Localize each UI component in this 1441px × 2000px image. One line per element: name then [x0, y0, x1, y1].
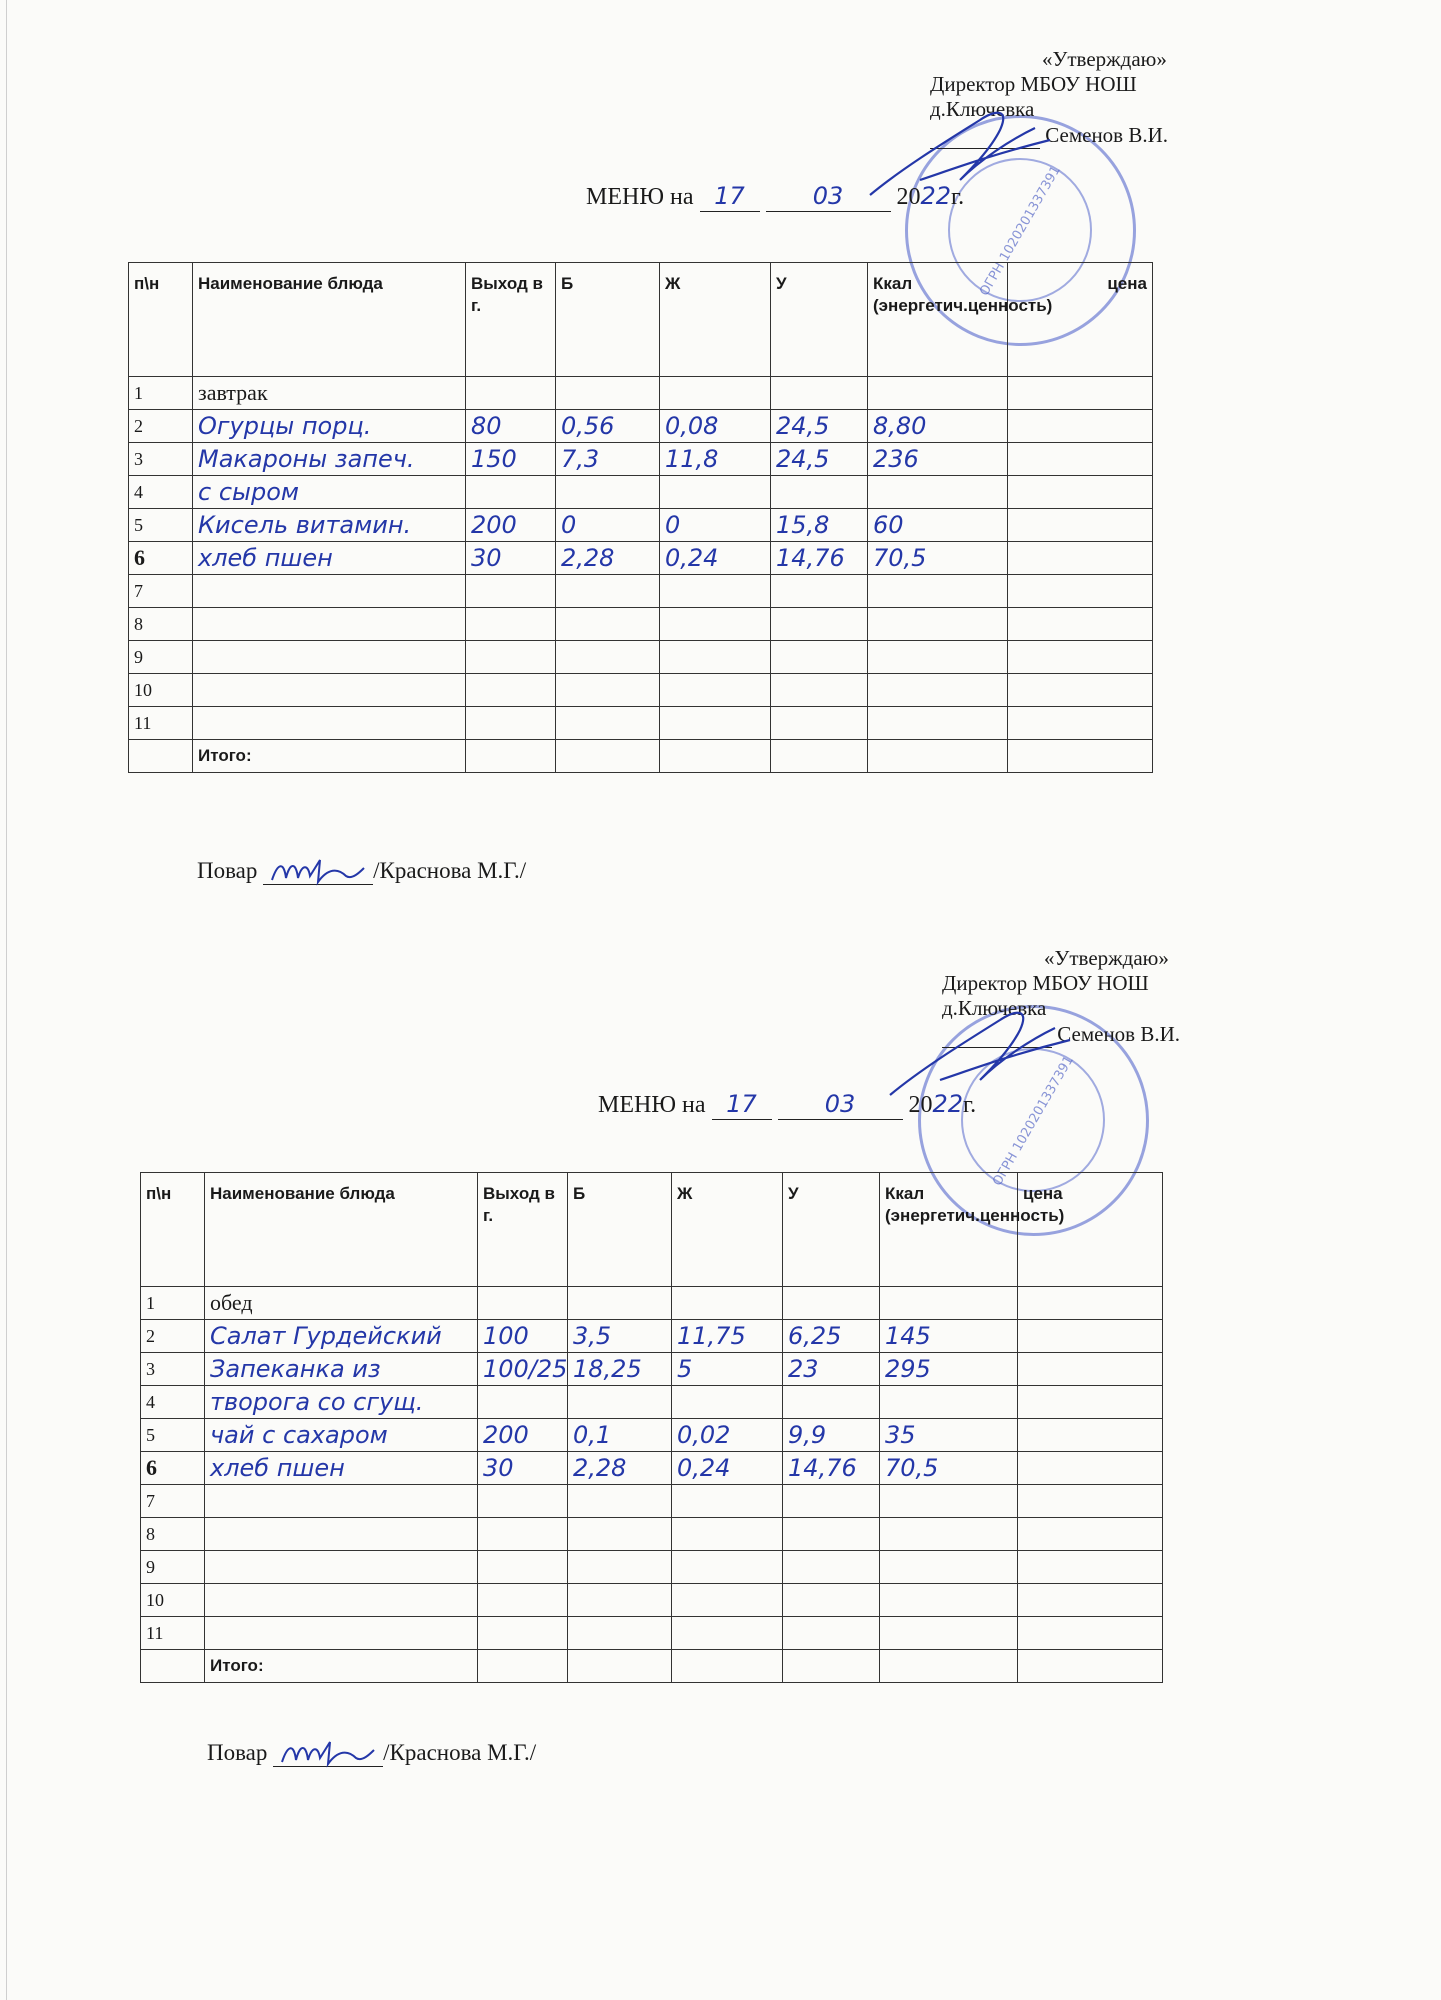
menu-year-end: г. [963, 1092, 977, 1118]
dish-name [205, 1551, 478, 1584]
menu-month-field [778, 1090, 903, 1120]
yield-value [478, 1551, 568, 1584]
price-value [1018, 1518, 1163, 1551]
price-value [1018, 1353, 1163, 1386]
approve-label: «Утверждаю» [1044, 946, 1169, 970]
cook-signature-field [273, 1740, 383, 1767]
price-value [1018, 1386, 1163, 1419]
protein-value [568, 1584, 672, 1617]
yield-value: 30 [478, 1452, 568, 1485]
approve-label: «Утверждаю» [1042, 47, 1167, 71]
header-dish-name: Наименование блюда [205, 1173, 478, 1287]
protein-value: 2,28 [568, 1452, 672, 1485]
fat-value [672, 1518, 783, 1551]
fat-value: 0,02 [672, 1419, 783, 1452]
kcal-value: 145 [880, 1320, 1018, 1353]
total-cell [1018, 1650, 1163, 1683]
meal-category: завтрак [193, 377, 466, 410]
menu-day-field [712, 1090, 772, 1120]
table-row [141, 1551, 1163, 1584]
protein-value [568, 1518, 672, 1551]
cook-signature-line-2 [207, 1740, 536, 1767]
protein-value [568, 1287, 672, 1320]
row-number: 5 [129, 509, 193, 542]
row-number: 4 [129, 476, 193, 509]
dish-name [205, 1617, 478, 1650]
table-row [141, 1287, 1163, 1320]
kcal-value: 60 [868, 509, 1008, 542]
carbs-value: 15,8 [771, 509, 868, 542]
cook-name: /Краснова М.Г./ [373, 858, 527, 883]
kcal-value [880, 1584, 1018, 1617]
carbs-value: 14,76 [771, 542, 868, 575]
yield-value: 100 [478, 1320, 568, 1353]
fat-value: 0,24 [660, 542, 771, 575]
row-number: 11 [129, 707, 193, 740]
fat-value: 0 [660, 509, 771, 542]
fat-value: 5 [672, 1353, 783, 1386]
protein-value: 0,1 [568, 1419, 672, 1452]
protein-value [568, 1386, 672, 1419]
yield-value: 200 [466, 509, 556, 542]
total-row [141, 1650, 1163, 1683]
menu-title-2 [598, 1090, 976, 1120]
fat-value [672, 1287, 783, 1320]
yield-value [478, 1287, 568, 1320]
kcal-value: 8,80 [868, 410, 1008, 443]
row-number: 8 [141, 1518, 205, 1551]
row-number: 5 [141, 1419, 205, 1452]
protein-value: 3,5 [568, 1320, 672, 1353]
carbs-value: 24,5 [771, 443, 868, 476]
dish-name [205, 1584, 478, 1617]
yield-value [478, 1386, 568, 1419]
carbs-value: 23 [783, 1353, 880, 1386]
menu-year-prefix: 20 [896, 184, 921, 210]
row-number: 9 [129, 641, 193, 674]
protein-value: 7,3 [556, 443, 660, 476]
price-value [1018, 1584, 1163, 1617]
menu-title-prefix: МЕНЮ на [598, 1092, 706, 1118]
table-row [141, 1518, 1163, 1551]
total-cell [141, 1650, 205, 1683]
total-label: Итого: [205, 1650, 478, 1683]
dish-name: Огурцы порц. [193, 410, 466, 443]
menu-table-body-2 [141, 1173, 1163, 1683]
carbs-value: 9,9 [783, 1419, 880, 1452]
dish-name: хлеб пшен [205, 1452, 478, 1485]
dish-name [205, 1518, 478, 1551]
kcal-value [880, 1551, 1018, 1584]
price-value [1018, 1287, 1163, 1320]
table-row [141, 1584, 1163, 1617]
price-value [1018, 1485, 1163, 1518]
row-number: 6 [141, 1452, 205, 1485]
yield-value: 80 [466, 410, 556, 443]
row-number: 3 [129, 443, 193, 476]
header-price: цена [1018, 1173, 1163, 1287]
stamp-ogrn: ОГРН 1020201337391 [977, 162, 1064, 299]
menu-table-2 [140, 1172, 1163, 1683]
kcal-value: 35 [880, 1419, 1018, 1452]
total-cell [672, 1650, 783, 1683]
dish-name: Кисель витамин. [193, 509, 466, 542]
carbs-value [783, 1551, 880, 1584]
dish-name: Запеканка из [205, 1353, 478, 1386]
carbs-value [783, 1617, 880, 1650]
yield-value: 30 [466, 542, 556, 575]
table-row [141, 1320, 1163, 1353]
kcal-value: 236 [868, 443, 1008, 476]
row-number: 7 [129, 575, 193, 608]
header-num: п\н [141, 1173, 205, 1287]
meal-category: обед [205, 1287, 478, 1320]
dish-name: чай с сахаром [205, 1419, 478, 1452]
price-value [1018, 1320, 1163, 1353]
kcal-value: 70,5 [868, 542, 1008, 575]
kcal-value [880, 1518, 1018, 1551]
total-cell [783, 1650, 880, 1683]
carbs-value [783, 1485, 880, 1518]
kcal-value [880, 1617, 1018, 1650]
table-row [141, 1419, 1163, 1452]
menu-year-suffix: 22 [920, 182, 952, 210]
total-cell [478, 1650, 568, 1683]
header-num: п\н [129, 263, 193, 377]
row-number: 1 [141, 1287, 205, 1320]
cook-label: Повар [207, 1740, 268, 1765]
menu-title-prefix: МЕНЮ на [586, 184, 694, 210]
fat-value [672, 1386, 783, 1419]
school-place: д.Ключевка [942, 996, 1047, 1020]
fat-value: 0,24 [672, 1452, 783, 1485]
yield-value [478, 1584, 568, 1617]
protein-value: 18,25 [568, 1353, 672, 1386]
total-cell [568, 1650, 672, 1683]
row-number: 9 [141, 1551, 205, 1584]
price-value [1018, 1452, 1163, 1485]
menu-day-value: 17 [726, 1090, 757, 1118]
row-number: 4 [141, 1386, 205, 1419]
fat-value: 0,08 [660, 410, 771, 443]
menu-year-suffix: 22 [932, 1090, 964, 1118]
table-row [141, 1353, 1163, 1386]
yield-value: 150 [466, 443, 556, 476]
row-number: 6 [129, 542, 193, 575]
row-number: 11 [141, 1617, 205, 1650]
cook-name: /Краснова М.Г./ [383, 1740, 537, 1765]
carbs-value: 6,25 [783, 1320, 880, 1353]
total-cell [880, 1650, 1018, 1683]
table-row [141, 1386, 1163, 1419]
header-fat: Ж [672, 1173, 783, 1287]
row-number: 2 [129, 410, 193, 443]
menu-year-prefix: 20 [908, 1092, 933, 1118]
yield-value [478, 1485, 568, 1518]
dish-name: хлеб пшен [193, 542, 466, 575]
kcal-value [880, 1485, 1018, 1518]
header-carbs: У [783, 1173, 880, 1287]
stamp-ogrn: ОГРН 1020201337391 [990, 1052, 1077, 1189]
protein-value: 0,56 [556, 410, 660, 443]
table-row [141, 1485, 1163, 1518]
kcal-value: 295 [880, 1353, 1018, 1386]
row-number: 7 [141, 1485, 205, 1518]
header-fat: Ж [660, 263, 771, 377]
carbs-value [783, 1386, 880, 1419]
kcal-value [880, 1287, 1018, 1320]
fat-value [672, 1485, 783, 1518]
kcal-value [880, 1386, 1018, 1419]
header-yield: Выход в г. [466, 263, 556, 377]
carbs-value [783, 1518, 880, 1551]
price-value [1018, 1551, 1163, 1584]
kcal-value: 70,5 [880, 1452, 1018, 1485]
cook-label: Повар [197, 858, 258, 883]
dish-name: Салат Гурдейский [205, 1320, 478, 1353]
yield-value [478, 1518, 568, 1551]
protein-value: 0 [556, 509, 660, 542]
yield-value [478, 1617, 568, 1650]
table-header-row [141, 1173, 1163, 1287]
menu-month-value: 03 [812, 182, 844, 210]
row-number: 2 [141, 1320, 205, 1353]
menu-month-value: 03 [824, 1090, 856, 1118]
header-kcal: Ккал (энергетич.ценность) [880, 1173, 1018, 1287]
fat-value [672, 1617, 783, 1650]
protein-value: 2,28 [556, 542, 660, 575]
protein-value [568, 1485, 672, 1518]
fat-value [672, 1584, 783, 1617]
header-yield: Выход в г. [478, 1173, 568, 1287]
header-carbs: У [771, 263, 868, 377]
menu-year-end: г. [951, 184, 965, 210]
dish-name: с сыром [193, 476, 466, 509]
header-price: цена [1008, 263, 1153, 377]
header-kcal: Ккал (энергетич.ценность) [868, 263, 1008, 377]
row-number: 10 [141, 1584, 205, 1617]
fat-value [672, 1551, 783, 1584]
dish-name: творога со сгущ. [205, 1386, 478, 1419]
carbs-value: 14,76 [783, 1452, 880, 1485]
total-label: Итого: [193, 740, 466, 773]
director-name-text: Семенов В.И. [1045, 123, 1169, 147]
price-value [1018, 1419, 1163, 1452]
director-name-text: Семенов В.И. [1057, 1022, 1181, 1046]
header-protein: Б [556, 263, 660, 377]
protein-value [568, 1617, 672, 1650]
menu-day-value: 17 [714, 182, 745, 210]
yield-value: 100/25 [478, 1353, 568, 1386]
price-value [1018, 1617, 1163, 1650]
row-number: 10 [129, 674, 193, 707]
row-number: 3 [141, 1353, 205, 1386]
dish-name: Макароны запеч. [193, 443, 466, 476]
director-position: Директор МБОУ НОШ [930, 72, 1137, 96]
school-place: д.Ключевка [930, 97, 1035, 121]
carbs-value: 24,5 [771, 410, 868, 443]
cook-signature-2 [278, 1740, 378, 1766]
director-position: Директор МБОУ НОШ [942, 971, 1149, 995]
fat-value: 11,75 [672, 1320, 783, 1353]
row-number: 8 [129, 608, 193, 641]
carbs-value [783, 1584, 880, 1617]
table-row [141, 1452, 1163, 1485]
row-number: 1 [129, 377, 193, 410]
header-protein: Б [568, 1173, 672, 1287]
protein-value [568, 1551, 672, 1584]
header-dish-name: Наименование блюда [193, 263, 466, 377]
dish-name [205, 1485, 478, 1518]
fat-value: 11,8 [660, 443, 771, 476]
carbs-value [783, 1287, 880, 1320]
table-row [141, 1617, 1163, 1650]
yield-value: 200 [478, 1419, 568, 1452]
